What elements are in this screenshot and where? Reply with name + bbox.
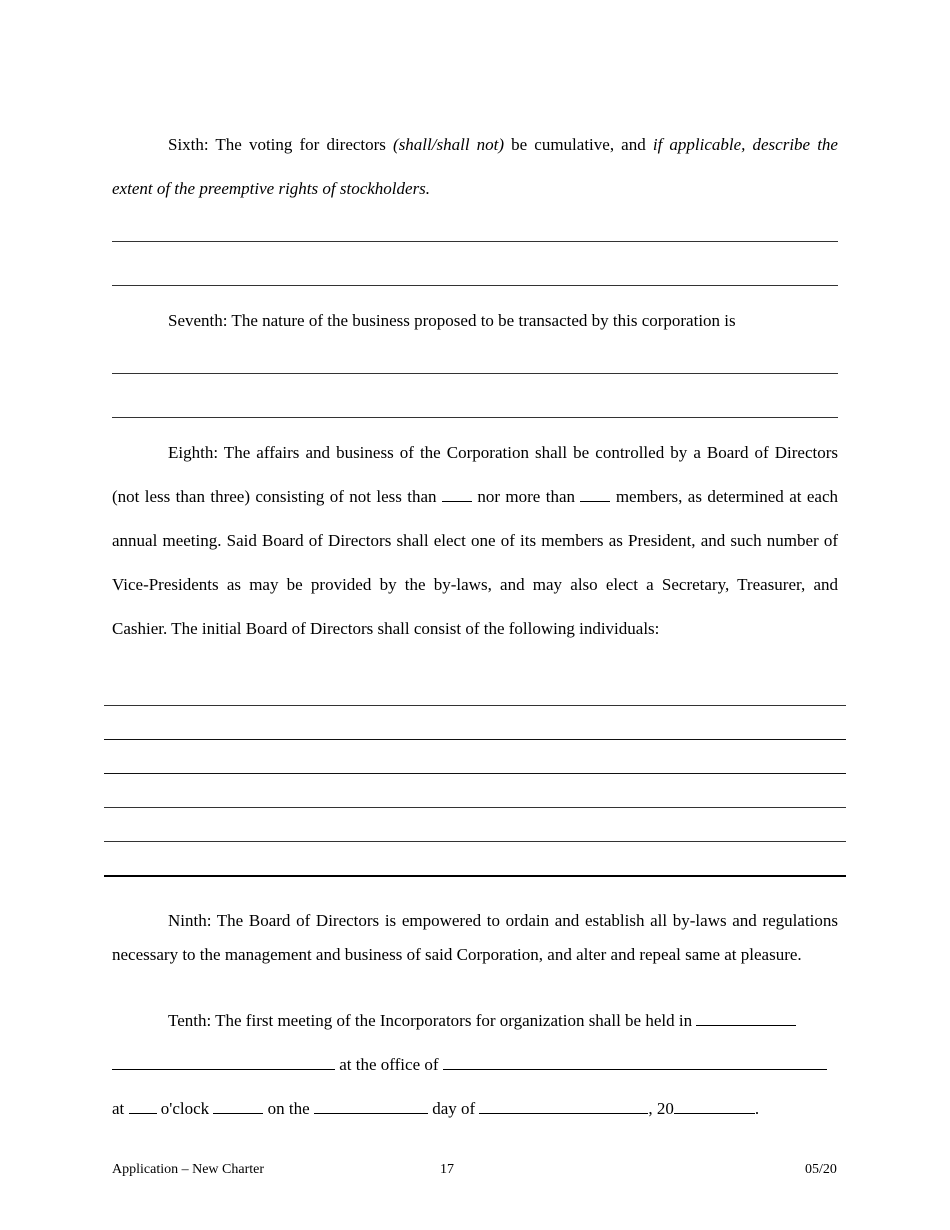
ninth-text: Ninth: The Board of Directors is empowered to ordain and establish all by-laws and regulations necessary to the management and business of said Corporation, and alter and repeal same at pleasure. — [112, 911, 838, 964]
seventh-text: Seventh: The nature of the business proposed to be transacted by this corporation is — [168, 311, 736, 330]
month-blank[interactable] — [479, 1099, 648, 1114]
sixth-article — [112, 123, 838, 211]
sixth-options: (shall/shall not) — [393, 135, 505, 154]
ninth-article — [112, 904, 838, 971]
seventh-answer-line-1[interactable] — [112, 373, 838, 374]
eighth-article — [112, 431, 838, 651]
year-blank[interactable] — [674, 1099, 755, 1114]
max-directors-blank[interactable] — [580, 487, 610, 502]
tenth-article-line-3 — [112, 1098, 838, 1120]
director-line-3[interactable] — [104, 773, 846, 774]
director-line-6[interactable] — [104, 875, 846, 877]
footer-title: Application – New Charter — [112, 1162, 265, 1177]
director-line-1[interactable] — [104, 705, 846, 706]
office-of-blank[interactable] — [443, 1055, 827, 1070]
seventh-article — [112, 299, 838, 343]
oclock-label: o'clock — [160, 1099, 210, 1118]
eighth-part3: members, as determined at each annual meeting. Said Board of Directors shall elect one of its members as President, and such number of Vice-Presidents as may be provided by the by-laws, and may also elect a Secretary, Treasurer, and Cashier. The initial Board of Directors shall consist of the following individuals: — [112, 487, 839, 638]
day-of-label: day of — [432, 1099, 476, 1118]
director-line-5[interactable] — [104, 841, 846, 842]
sixth-middle: be cumulative, and — [504, 135, 653, 154]
on-the-label: on the — [267, 1099, 310, 1118]
sixth-instruction: if applicable, describe the extent of the preemptive rights of stockholders. — [112, 135, 838, 198]
day-blank[interactable] — [314, 1099, 428, 1114]
director-line-4[interactable] — [104, 807, 846, 808]
director-line-2[interactable] — [104, 739, 846, 740]
min-directors-blank[interactable] — [442, 487, 472, 502]
at-office-of: at the office of — [339, 1055, 439, 1074]
meeting-place-blank[interactable] — [696, 1011, 796, 1026]
eighth-part2: nor more than — [471, 487, 581, 506]
at-label: at — [112, 1099, 125, 1118]
sixth-answer-line-2[interactable] — [112, 285, 838, 286]
footer-date: 05/20 — [805, 1162, 837, 1177]
hour-blank[interactable] — [129, 1099, 157, 1114]
am-pm-blank[interactable] — [213, 1099, 263, 1114]
tenth-text: Tenth: The first meeting of the Incorporators for organization shall be held in — [168, 1011, 693, 1030]
seventh-answer-line-2[interactable] — [112, 417, 838, 418]
period: . — [754, 1099, 760, 1118]
year-prefix: , 20 — [648, 1099, 674, 1118]
page-number: 17 — [440, 1162, 454, 1177]
sixth-lead: Sixth: The voting for directors — [168, 135, 394, 154]
eighth-part1: Eighth: The affairs and business of the Corporation shall be controlled by a Board of Directors (not less than three) consisting of not less than — [112, 443, 838, 506]
tenth-article-line-1 — [112, 1010, 838, 1032]
meeting-place-blank-cont[interactable] — [112, 1055, 335, 1070]
sixth-answer-line-1[interactable] — [112, 241, 838, 242]
tenth-article-line-2 — [112, 1054, 838, 1076]
